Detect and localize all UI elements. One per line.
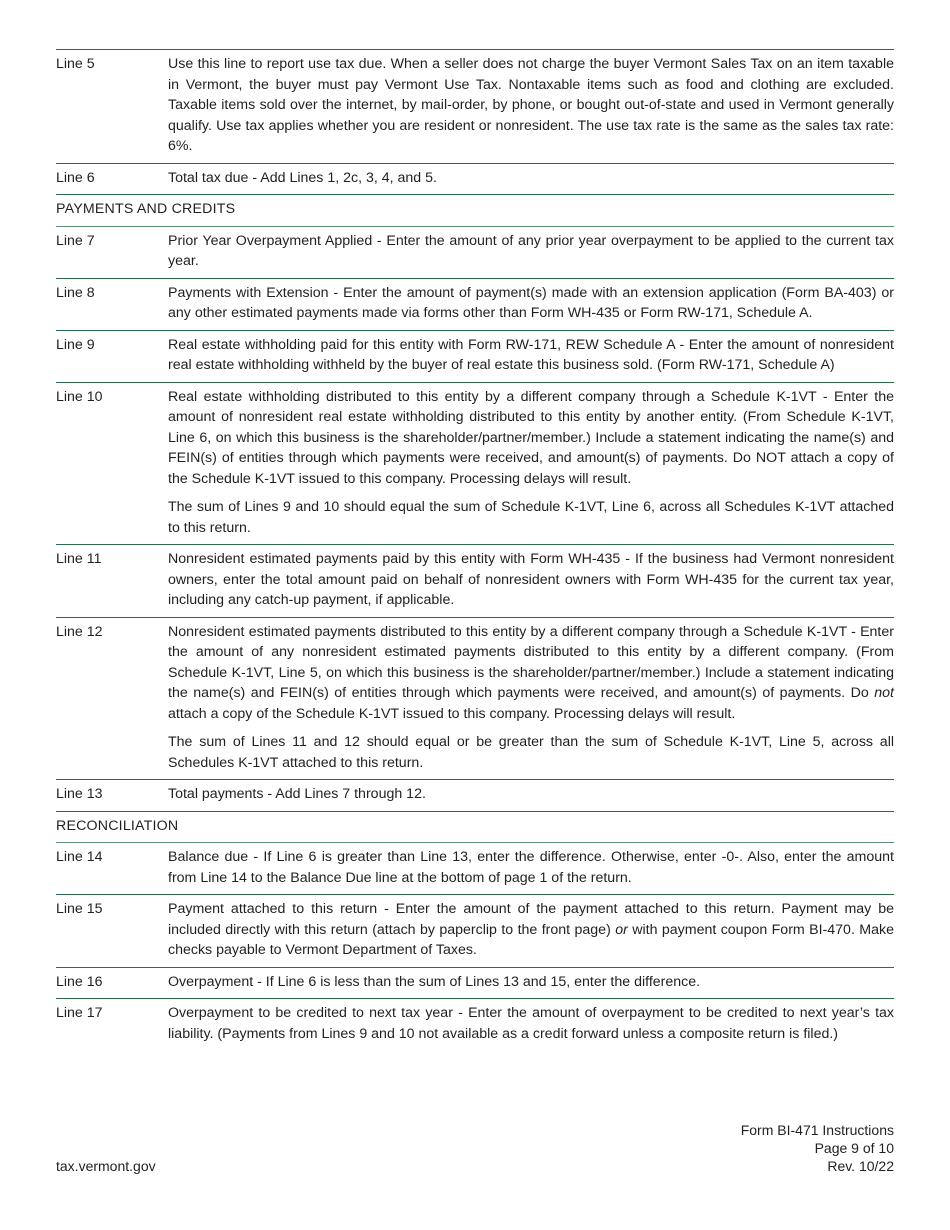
emphasis-text: or <box>615 921 628 938</box>
line-9-row <box>56 330 894 382</box>
line-17-row <box>56 998 894 1050</box>
line-text-part: Nonresident estimated payments distributed to this entity by a different company through a Schedule K-1VT - Enter the amount of any nonresident estimated payments distributed to this entity by a different company. (From Schedule K-1VT, Line 5, on which this business is the shareholder/partner/member.) Include a statement indicating the name(s) and FEIN(s) of entities through which payments were received, and amount(s) of payments. Do <box>168 623 894 701</box>
website-link[interactable]: tax.vermont.gov <box>56 1158 156 1174</box>
line-label: Line 5 <box>56 56 95 72</box>
line-14-row <box>56 842 894 894</box>
line-label: Line 7 <box>56 232 95 249</box>
line-text-part: with payment coupon Form BI-470. Make checks payable to Vermont Department of Taxes. <box>168 921 894 958</box>
line-label: Line 9 <box>56 336 95 353</box>
revision-date: Rev. 10/22 <box>827 1158 894 1174</box>
emphasis-text: not <box>874 685 894 701</box>
line-text-part: attach a copy of the Schedule K-1VT issued to this company. Processing delays will result. <box>168 705 736 722</box>
line-note: The sum of Lines 9 and 10 should equal the sum of Schedule K-1VT, Line 6, across all Schedules K-1VT attached to this return. <box>168 499 894 536</box>
line-description: Overpayment to be credited to next tax year - Enter the amount of overpayment to be credited to next year’s tax liability. (Payments from Lines 9 and 10 not available as a credit forward unless a composite return is filed.) <box>168 1005 894 1042</box>
section-heading-payments: PAYMENTS AND CREDITS <box>56 194 894 226</box>
line-description: Nonresident estimated payments paid by this entity with Form WH-435 - If the business had Vermont nonresident owners, enter the total amount paid on behalf of nonresident owners with Form WH-435 for the current tax year, including any catch-up payment, if applicable. <box>168 551 894 608</box>
line-label: Line 8 <box>56 284 95 301</box>
section-heading-reconciliation: RECONCILIATION <box>56 811 894 843</box>
line-label: Line 17 <box>56 1005 103 1021</box>
line-16-row <box>56 967 894 999</box>
line-12-row <box>56 617 894 780</box>
line-label: Line 12 <box>56 623 103 640</box>
line-description: Use this line to report use tax due. When a seller does not charge the buyer Vermont Sales Tax on an item taxable in Vermont, the buyer must pay Vermont Use Tax. Nontaxable items such as food and clothing are excluded. Taxable items sold over the internet, by mail-order, by phone, or bought out-of-state and used in Vermont generally qualify. Use tax applies whether you are resident or nonresident. The use tax rate is the same as the sales tax rate: 6%. <box>168 56 894 154</box>
line-7-row <box>56 226 894 278</box>
page-number: Page 9 of 10 <box>814 1140 894 1156</box>
line-label: Line 15 <box>56 901 103 917</box>
line-label: Line 11 <box>56 551 102 567</box>
line-8-row <box>56 278 894 330</box>
line-label: Line 16 <box>56 973 103 990</box>
line-10-row <box>56 382 894 545</box>
line-11-row <box>56 544 894 617</box>
line-6-row <box>56 163 894 195</box>
line-15-row <box>56 894 894 967</box>
line-description: Real estate withholding distributed to this entity by a different company through a Schedule K-1VT - Enter the amount of nonresident real estate withholding distributed to this entity by another entity. (From Schedule K-1VT, Line 6, on which this business is the shareholder/partner/member.) Include a statement indicating the name(s) and FEIN(s) of entities through which payments were received, and amount(s) of payments. Do NOT attach a copy of the Schedule K-1VT issued to this company. Processing delays will result. <box>168 388 894 487</box>
line-note: The sum of Lines 11 and 12 should equal or be greater than the sum of Schedule K-1VT, Line 5, across all Schedules K-1VT attached to this return. <box>168 734 894 771</box>
line-label: Line 14 <box>56 849 103 865</box>
line-description: Balance due - If Line 6 is greater than Line 13, enter the difference. Otherwise, enter -0-. Also, enter the amount from Line 14 to the Balance Due line at the bottom of page 1 of the return. <box>168 849 894 886</box>
line-description: Total tax due - Add Lines 1, 2c, 3, 4, and 5. <box>168 169 437 186</box>
line-label: Line 13 <box>56 786 103 802</box>
line-text-part: Payment attached to this return - Enter the amount of the payment attached to this return. Payment may be included directly with this return (attach by paperclip to the front page) <box>168 901 894 938</box>
line-description: Real estate withholding paid for this entity with Form RW-171, REW Schedule A - Enter the amount of nonresident real estate withholding withheld by the buyer of real estate this business sold. (Form RW-171, Schedule A) <box>168 336 894 373</box>
page-footer-info <box>741 1121 894 1175</box>
line-description: Total payments - Add Lines 7 through 12. <box>168 786 426 802</box>
line-label: Line 6 <box>56 169 95 186</box>
line-description: Payments with Extension - Enter the amount of payment(s) made with an extension application (Form BA-403) or any other estimated payments made via forms other than Form WH-435 or Form RW-171, Schedule A. <box>168 284 894 321</box>
line-5-row <box>56 49 894 163</box>
line-13-row <box>56 779 894 811</box>
line-description <box>168 899 894 961</box>
line-description: Overpayment - If Line 6 is less than the sum of Lines 13 and 15, enter the difference. <box>168 973 701 990</box>
instructions-page <box>56 49 894 1050</box>
form-title: Form BI-471 Instructions <box>740 1122 894 1138</box>
line-description <box>168 622 894 725</box>
line-label: Line 10 <box>56 388 103 405</box>
line-description: Prior Year Overpayment Applied - Enter the amount of any prior year overpayment to be applied to the current tax year. <box>168 232 894 269</box>
